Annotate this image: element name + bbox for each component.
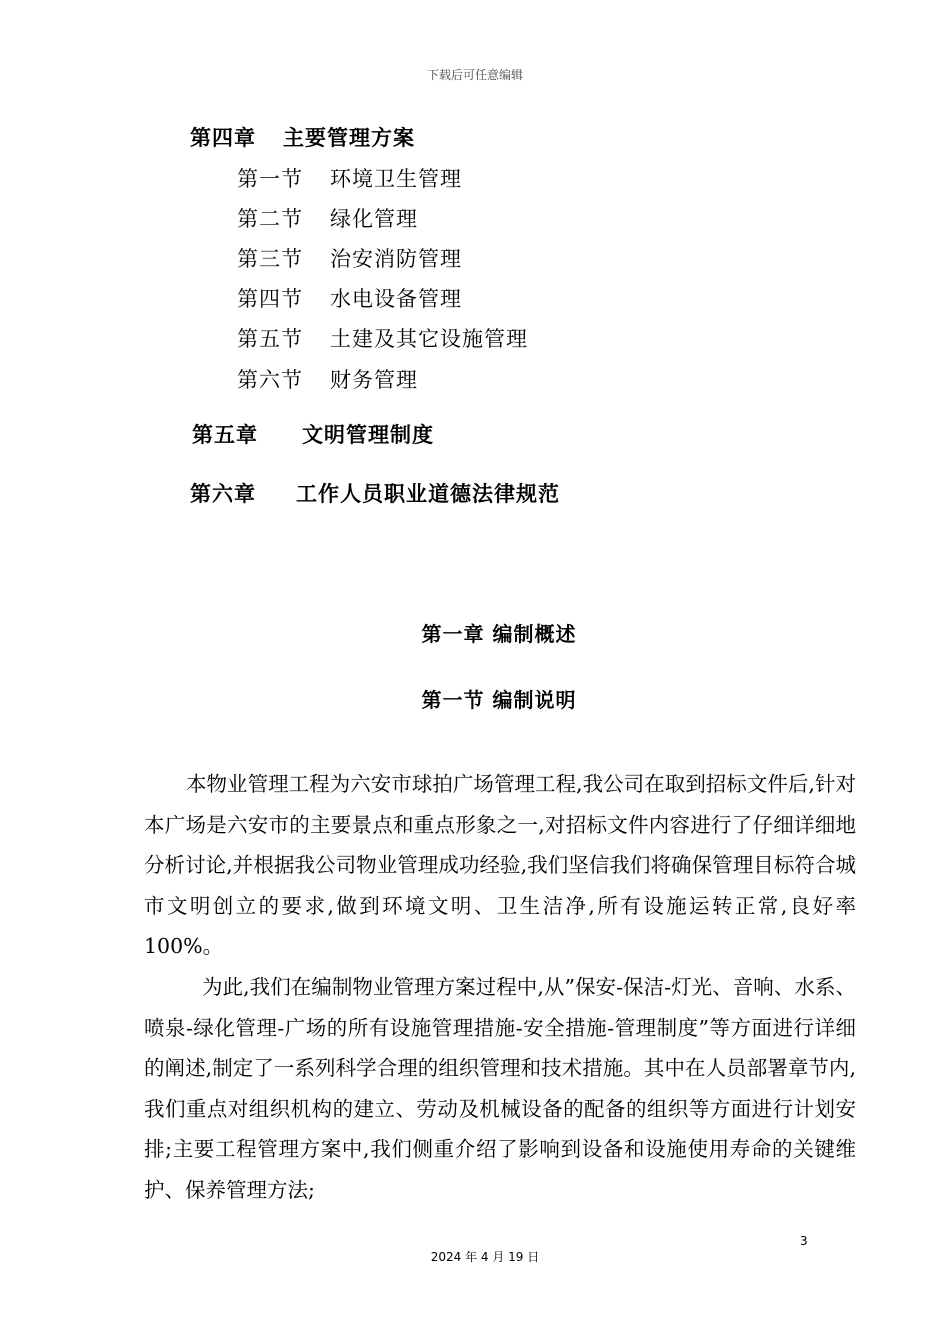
- toc-section: [237, 203, 418, 233]
- toc-section-title: 财务管理: [330, 368, 418, 392]
- toc-chapter-num: 第五章: [192, 422, 258, 447]
- toc-chapter-title: 工作人员职业道德法律规范: [296, 481, 560, 506]
- section-title: 第一节 编制说明: [421, 688, 577, 712]
- toc-chapter-title: 文明管理制度: [302, 422, 434, 447]
- toc-chapter-title: 主要管理方案: [283, 125, 415, 150]
- toc-section-num: 第二节: [237, 207, 303, 231]
- page-header: 下载后可任意编辑: [426, 68, 523, 82]
- toc-chapter-6: [190, 478, 560, 508]
- body-paragraph: 本物业管理工程为六安市球拍广场管理工程,我公司在取到招标文件后,针对本广场是六安市的主要景点和重点形象之一,对招标文件内容进行了仔细详细地分析讨论,并根据我公司物业管理成功经验,我们坚信我们将确保管理目标符合城市文明创立的要求,做到环境文明、卫生洁净,所有设施运转正常,良好率100%。: [144, 772, 856, 959]
- body-paragraph: 为此,我们在编制物业管理方案过程中,从”保安-保洁-灯光、音响、水系、喷泉-绿化管理-广场的所有设施管理措施-安全措施-管理制度”等方面进行详细的阐述,制定了一系列科学合理的组织管理和技术措施。其中在人员部署章节内,我们重点对组织机构的建立、劳动及机械设备的配备的组织等方面进行计划安排;主要工程管理方案中,我们侧重介绍了影响到设备和设施使用寿命的关键维护、保养管理方法;: [144, 975, 856, 1202]
- toc-chapter-num: 第四章: [190, 125, 256, 150]
- toc-section-title: 环境卫生管理: [330, 167, 462, 191]
- toc-section: [237, 364, 418, 394]
- page-number: 3: [800, 1234, 808, 1248]
- page-footer-date: 2024 年 4 月 19 日: [430, 1250, 540, 1264]
- toc-section-num: 第五节: [237, 327, 303, 351]
- toc-section: [237, 323, 528, 353]
- toc-section-num: 第一节: [237, 167, 303, 191]
- toc-section: [237, 163, 462, 193]
- toc-chapter-4: [190, 122, 415, 152]
- chapter-title: 第一章 编制概述: [421, 622, 577, 646]
- toc-section-title: 土建及其它设施管理: [330, 327, 528, 351]
- toc-chapter-5: [192, 419, 434, 449]
- toc-chapter-num: 第六章: [190, 481, 256, 506]
- toc-section-title: 水电设备管理: [330, 287, 462, 311]
- toc-section-num: 第三节: [237, 247, 303, 271]
- toc-section: [237, 243, 462, 273]
- toc-section: [237, 283, 462, 313]
- toc-section-title: 治安消防管理: [330, 247, 462, 271]
- toc-section-num: 第四节: [237, 287, 303, 311]
- toc-section-num: 第六节: [237, 368, 303, 392]
- toc-section-title: 绿化管理: [330, 207, 418, 231]
